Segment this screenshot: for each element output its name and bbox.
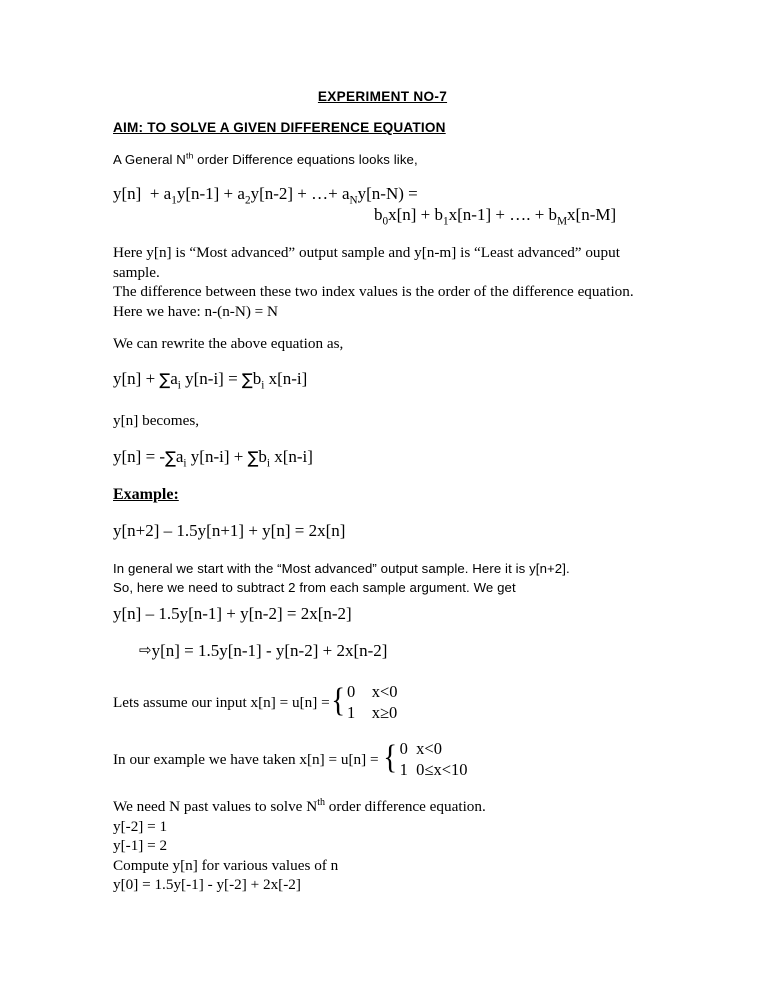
explanation-paragraph [113,243,634,321]
unit-step-case-2: 1 x≥0 [346,702,398,722]
rightwards-arrow-icon: ⇨ [139,641,152,659]
initial-conditions-block [113,797,486,895]
experiment-title: EXPERIMENT NO-7 [317,89,448,104]
example-input-prefix: In our example we have taken x[n] = u[n] = [113,750,383,768]
summation-icon: ∑ [165,447,176,468]
eq1-sub-2: 2 [244,194,251,207]
ordinal-superscript: th [185,150,194,161]
sumeq2-part-1: y[n] = - [113,447,166,466]
eq1-part-4: y[n-N) = [357,184,418,203]
unit-step-prefix: Lets assume our input x[n] = u[n] = [113,693,330,711]
example-input-cases [400,739,468,780]
sumeq1-part-1: y[n] + [113,369,160,388]
sumeq1-part-5: x[n-i] [264,369,308,388]
example-input-case-1: 0 x<0 [399,739,442,758]
general-order-intro [113,150,418,169]
explanation-line-4: Here we have: n-(n-N) = N [113,302,279,320]
eq2-sub-1: 0 [382,215,389,228]
general-order-text-a: A General N [113,152,186,167]
general-equation-line-1 [113,184,418,207]
example-heading: Example: [113,486,179,503]
eq1-sub-3: N [349,194,358,207]
sumeq1-sub-1: i [177,379,181,392]
example-input-row [113,739,468,780]
ordinal-superscript: th [317,796,325,808]
summation-equation-1 [113,369,308,392]
past-values-text-b: order difference equation. [324,798,486,815]
sumeq2-part-4: b [258,447,267,466]
solved-equation: y[n] = 1.5y[n-1] - y[n-2] + 2x[n-2] [151,641,388,660]
explanation-line-1: Here y[n] is “Most advanced” output sample and y[n-m] is “Least advanced” ouput [113,244,620,261]
summation-icon: ∑ [247,447,259,468]
summation-icon: ∑ [159,369,171,390]
unit-step-case-1: 0 x<0 [346,682,398,701]
unit-step-row [113,682,398,723]
eq2-part-2: x[n] + b [388,205,444,224]
explanation-line-3: The difference between these two index values is the order of the difference equation. [113,283,634,300]
sumeq2-part-5: x[n-i] [269,447,313,466]
initial-condition-y-minus1: y[-1] = 2 [113,837,168,854]
eq2-sub-2: 1 [443,215,449,228]
compute-instruction: Compute y[n] for various values of n [113,856,339,874]
eq1-sub-1: 1 [171,194,177,207]
summation-equation-2 [113,447,313,470]
computed-y-zero: y[0] = 1.5y[-1] - y[-2] + 2x[-2] [113,876,301,893]
curly-brace-icon: { [383,739,398,777]
curly-brace-icon: { [330,682,345,720]
example-input-case-2: 1 0≤x<10 [399,759,468,779]
solved-equation-row [139,641,387,661]
shifted-equation: y[n] – 1.5y[n-1] + y[n-2] = 2x[n-2] [113,604,352,623]
unit-step-cases [347,682,398,723]
becomes-note: y[n] becomes, [113,412,200,429]
sumeq2-sub-1: i [183,457,187,470]
general-equation-line-2 [374,205,617,228]
unit-step-definition [113,682,398,723]
sumeq2-part-2: a [175,447,184,466]
past-values-text-a: We need N past values to solve N [113,798,318,815]
general-order-text-b: order Difference equations looks like, [193,152,418,167]
sumeq2-part-3: y[n-i] + [186,447,248,466]
example-note-line-2: So, here we need to subtract 2 from each sample argument. We get [113,580,516,595]
eq1-part-1: y[n] + a [113,184,172,203]
eq2-part-4: x[n-M] [567,205,617,224]
example-equation: y[n+2] – 1.5y[n+1] + y[n] = 2x[n] [113,521,346,540]
example-note [113,559,570,597]
rewrite-note: We can rewrite the above equation as, [113,335,344,352]
sumeq2-sub-2: i [266,457,270,470]
aim-heading: AIM: TO SOLVE A GIVEN DIFFERENCE EQUATION [113,120,446,135]
sumeq1-part-2: a [170,369,178,388]
eq1-part-3: y[n-2] + …+ a [250,184,350,203]
sumeq1-part-3: y[n-i] = [180,369,242,388]
eq1-part-2: y[n-1] + a [176,184,245,203]
sumeq1-part-4: b [252,369,262,388]
sumeq1-sub-2: i [261,379,265,392]
initial-condition-y-minus2: y[-2] = 1 [113,817,168,835]
eq2-sub-3: M [557,215,568,228]
eq2-part-3: x[n-1] + …. + b [448,205,558,224]
example-note-line-1: In general we start with the “Most advanced” output sample. Here it is y[n+2]. [113,561,570,576]
explanation-line-2: sample. [113,263,160,281]
summation-icon: ∑ [241,369,253,390]
example-input-definition [113,739,468,780]
eq2-part-1: b [374,205,383,224]
past-values-line [113,797,486,817]
